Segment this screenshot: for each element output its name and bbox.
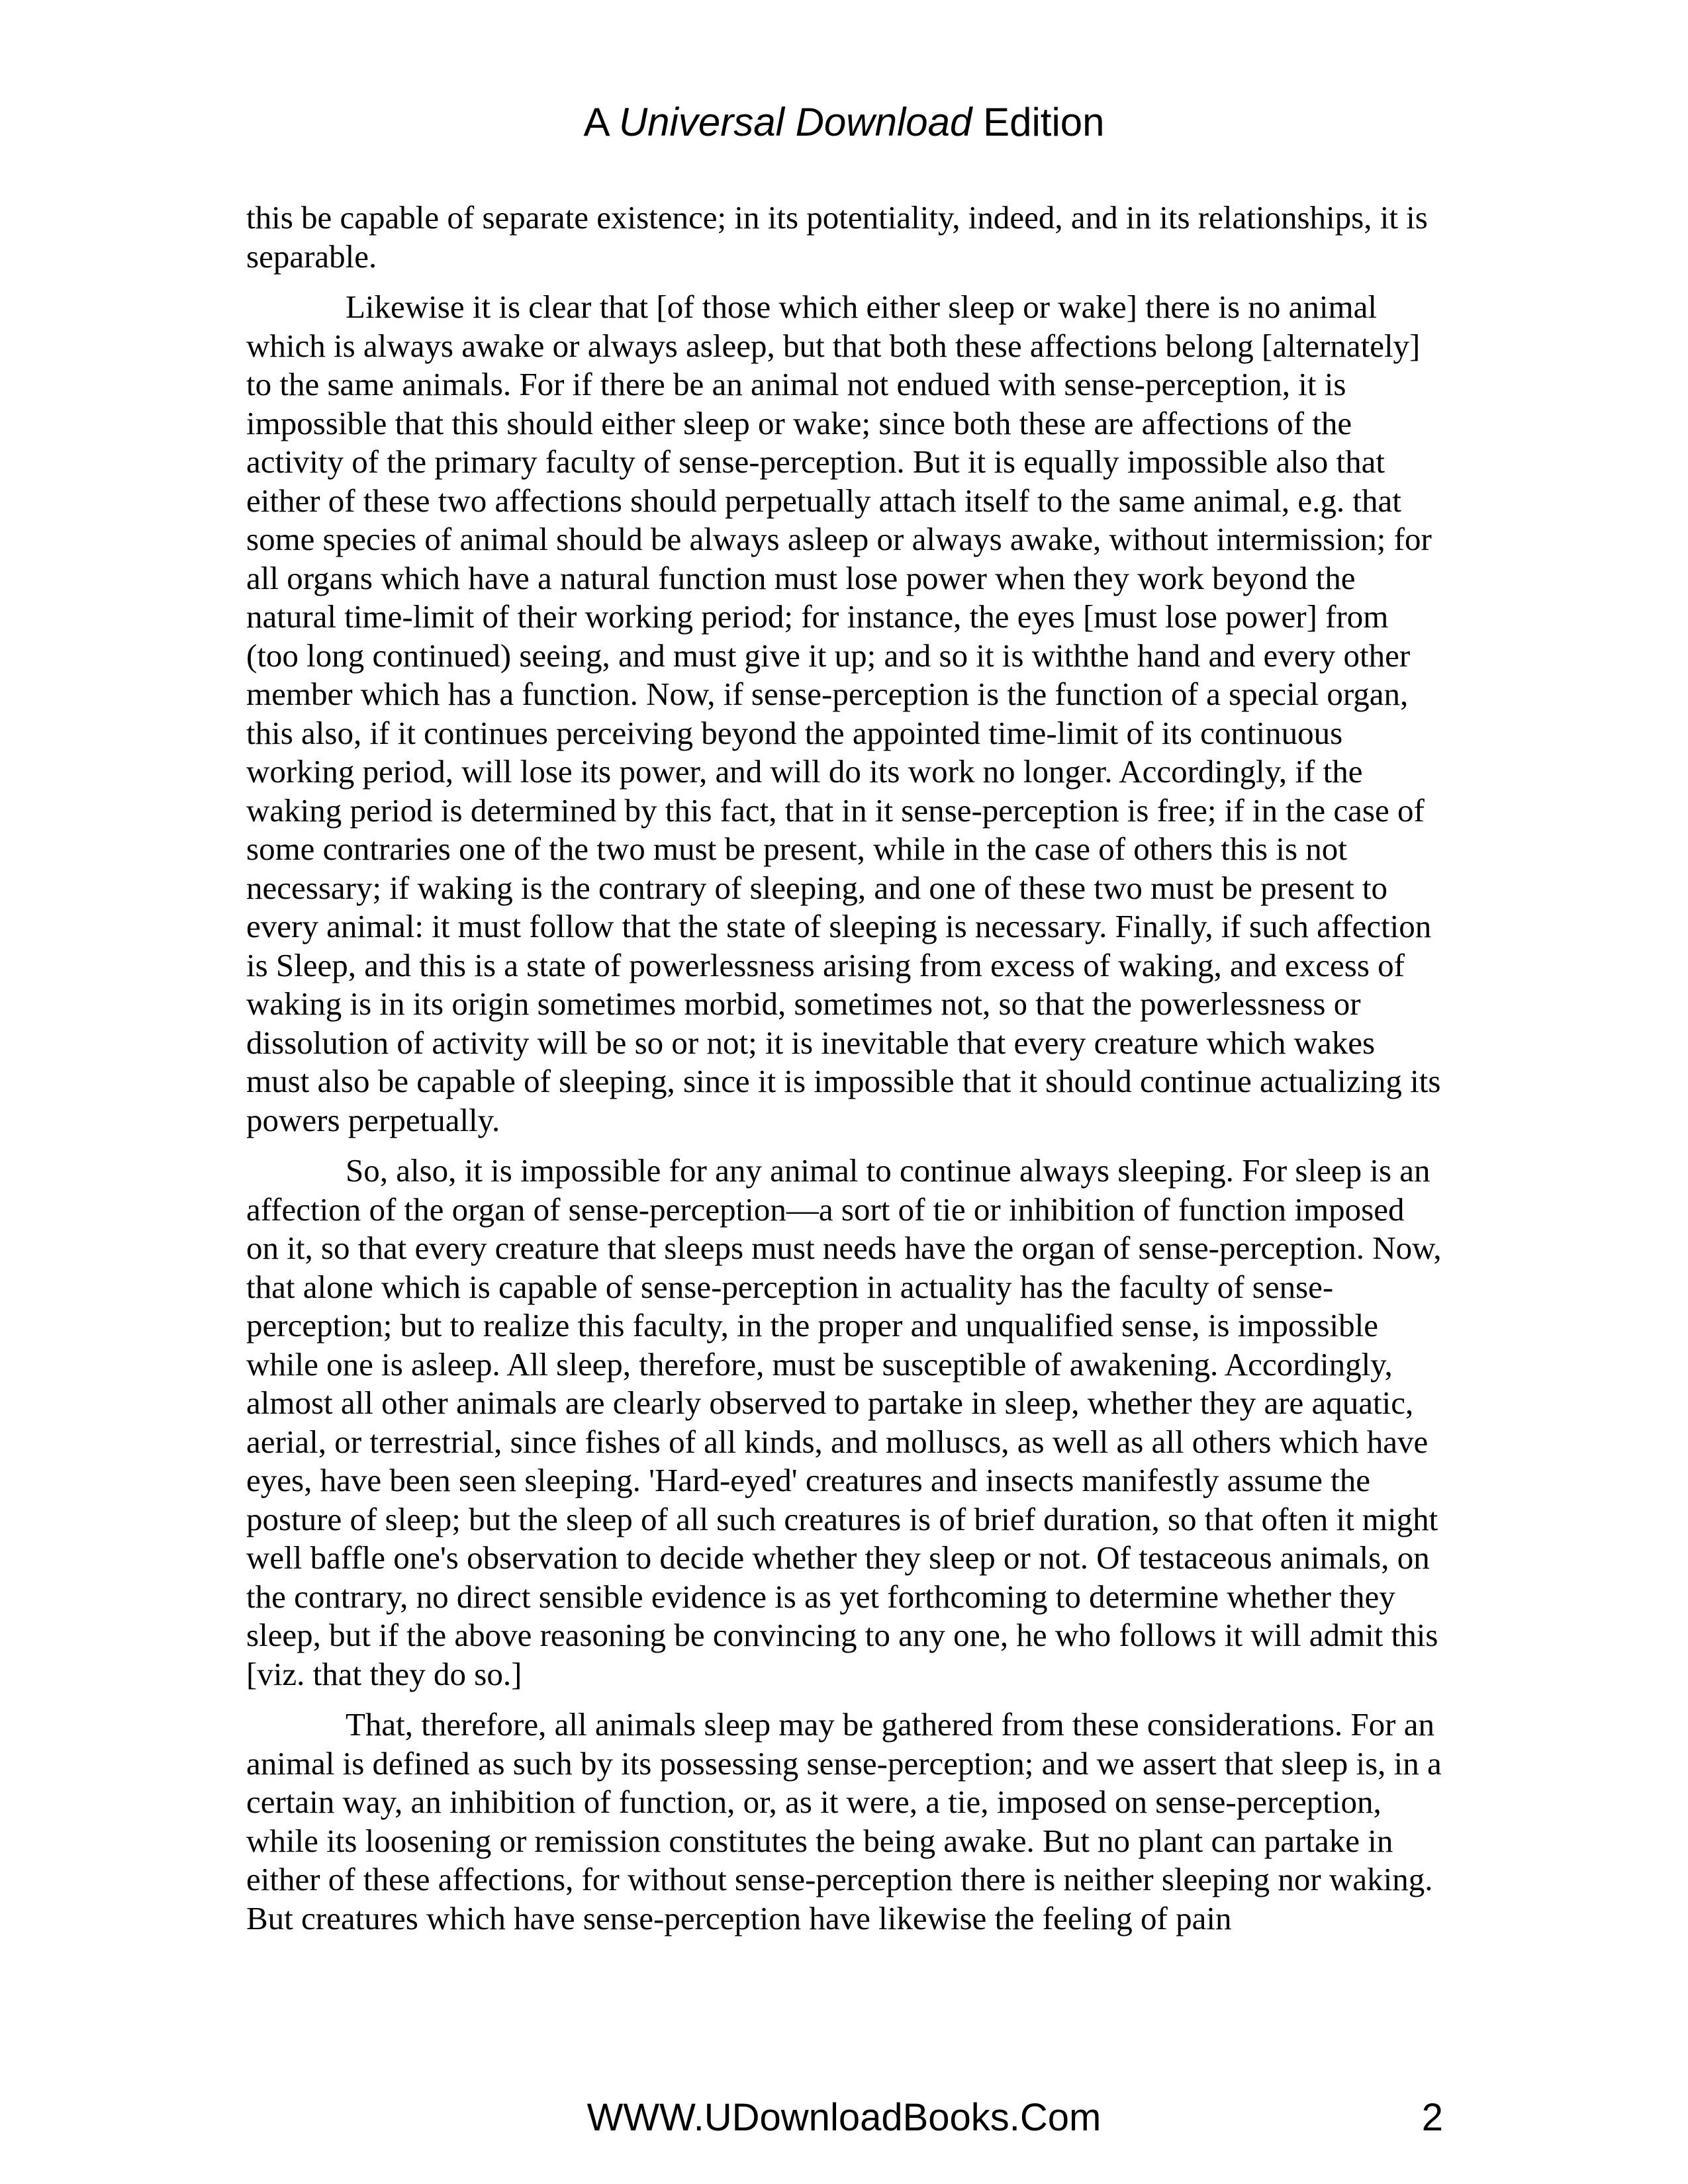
page-body [246,199,1442,1950]
header-suffix: Edition [972,100,1105,144]
page-header [0,96,1688,149]
header-prefix: A [583,100,619,144]
page-number: 2 [1421,2096,1443,2139]
header-italic-title: Universal Download [618,100,972,144]
paragraph: That, therefore, all animals sleep may be gathered from these considerations. For an animal is defined as such by its possessing sense-perception; and we assert that sleep is, in a certain way, an inhibition of function, or, as it were, a tie, imposed on sense-perception, while its loosening or remission constitutes the being awake. But no plant can partake in either of these affections, for without sense-perception there is neither sleeping nor waking. But creatures which have sense-perception have likewise the feeling of pain [246,1706,1442,1936]
paragraph-continuation: this be capable of separate existence; in its potentiality, indeed, and in its relationships, it is separable. [246,199,1428,275]
footer-url: WWW.UDownloadBooks.Com [586,2096,1102,2139]
paragraph: So, also, it is impossible for any animal to continue always sleeping. For sleep is an affection of the organ of sense-perception—a sort of tie or inhibition of function imposed on it, so that every creature that sleeps must needs have the organ of sense-perception. Now, that alone which is capable of sense-perception in actuality has the faculty of sense-perception; but to realize this faculty, in the proper and unqualified sense, is impossible while one is asleep. All sleep, therefore, must be susceptible of awakening. Accordingly, almost all other animals are clearly observed to partake in sleep, whether they are aquatic, aerial, or terrestrial, since fishes of all kinds, and molluscs, as well as all others which have eyes, have been seen sleeping. 'Hard-eyed' creatures and insects manifestly assume the posture of sleep; but the sleep of all such creatures is of brief duration, so that often it might well baffle one's observation to decide whether they sleep or not. Of testaceous animals, on the contrary, no direct sensible evidence is as yet forthcoming to determine whether they sleep, but if the above reasoning be convincing to any one, he who follows it will admit this [viz. that they do so.] [246,1152,1442,1692]
paragraph: Likewise it is clear that [of those which either sleep or wake] there is no animal which is always awake or always asleep, but that both these affections belong [alternately] to the same animals. For if there be an animal not endued with sense-perception, it is impossible that this should either sleep or wake; since both these are affections of the activity of the primary faculty of sense-perception. But it is equally impossible also that either of these two affections should perpetually attach itself to the same animal, e.g. that some species of animal should be always asleep or always awake, without intermission; for all organs which have a natural function must lose power when they work beyond the natural time-limit of their working period; for instance, the eyes [must lose power] from (too long continued) seeing, and must give it up; and so it is withthe hand and every other member which has a function. Now, if sense-perception is the function of a special organ, this also, if it continues perceiving beyond the appointed time-limit of its continuous working period, will lose its power, and will do its work no longer. Accordingly, if the waking period is determined by this fact, that in it sense-perception is free; if in the case of some contraries one of the two must be present, while in the case of others this is not necessary; if waking is the contrary of sleeping, and one of these two must be present to every animal: it must follow that the state of sleeping is necessary. Finally, if such affection is Sleep, and this is a state of powerlessness arising from excess of waking, and excess of waking is in its origin sometimes morbid, sometimes not, so that the powerlessness or dissolution of activity will be so or not; it is inevitable that every creature which wakes must also be capable of sleeping, since it is impossible that it should continue actualizing its powers perpetually. [246,289,1441,1138]
